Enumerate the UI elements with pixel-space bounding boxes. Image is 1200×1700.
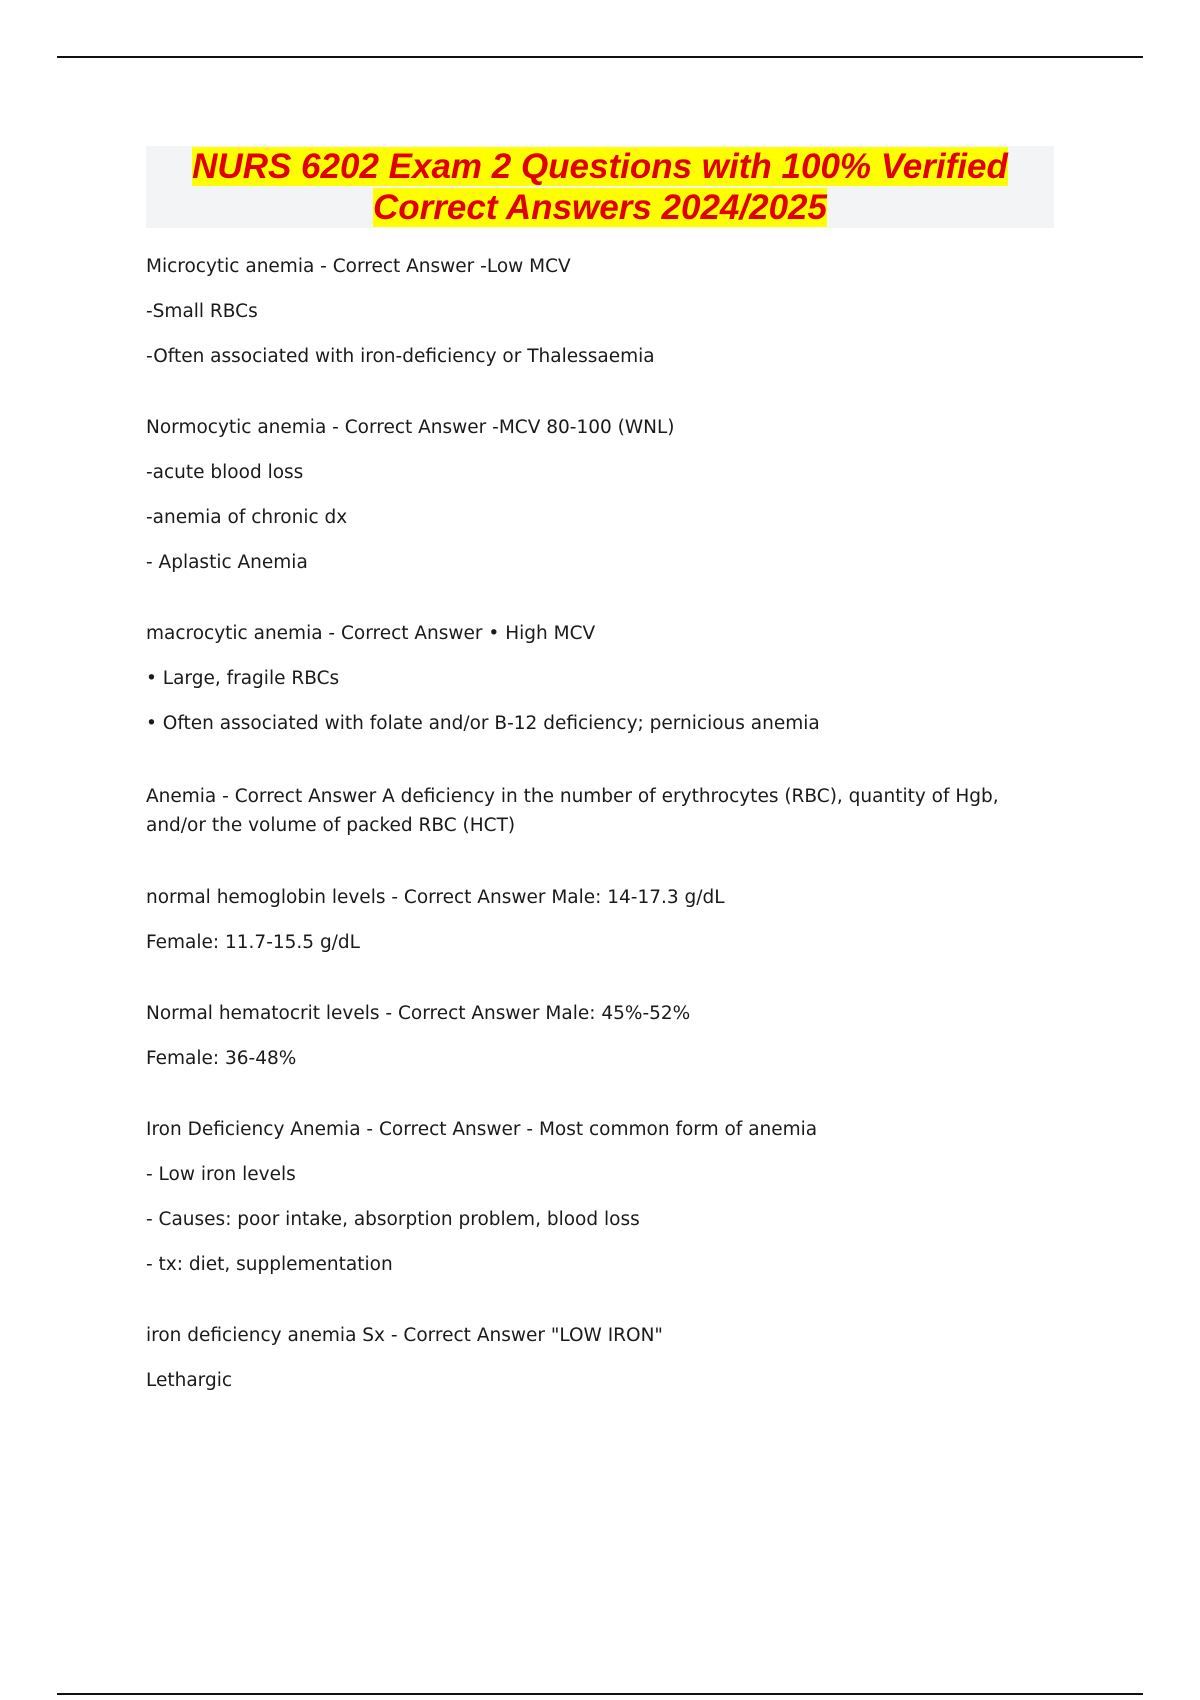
qa-line: -acute blood loss	[146, 462, 304, 483]
qa-line: Microcytic anemia - Correct Answer -Low MCV	[146, 256, 571, 277]
qa-entry	[146, 782, 1046, 840]
qa-list	[146, 254, 1046, 1439]
title-line-1: NURS 6202 Exam 2 Questions with 100% Verified	[192, 147, 1008, 186]
qa-line: - tx: diet, supplementation	[146, 1254, 393, 1275]
qa-line: Anemia - Correct Answer A deficiency in the number of erythrocytes (RBC), quantity of Hgb, and/or the volume of packed RBC (HCT)	[146, 786, 999, 836]
qa-line: Normocytic anemia - Correct Answer -MCV 80-100 (WNL)	[146, 417, 675, 438]
qa-line: -Small RBCs	[146, 301, 258, 322]
qa-line: -Often associated with iron-deficiency or Thalessaemia	[146, 346, 655, 367]
title-line-2: Correct Answers 2024/2025	[373, 188, 827, 227]
document-title	[146, 146, 1054, 228]
qa-line: - Low iron levels	[146, 1164, 296, 1185]
bottom-rule	[57, 1693, 1143, 1695]
qa-entry	[146, 1117, 1046, 1278]
qa-entry	[146, 415, 1046, 576]
qa-line: Normal hematocrit levels - Correct Answer Male: 45%-52%	[146, 1003, 691, 1024]
top-rule	[57, 56, 1143, 58]
qa-entry	[146, 1001, 1046, 1072]
qa-entry	[146, 621, 1046, 737]
qa-line: normal hemoglobin levels - Correct Answer Male: 14-17.3 g/dL	[146, 887, 725, 908]
qa-line: Lethargic	[146, 1370, 233, 1391]
qa-line: Iron Deficiency Anemia - Correct Answer - Most common form of anemia	[146, 1119, 818, 1140]
qa-line: Female: 11.7-15.5 g/dL	[146, 932, 360, 953]
qa-entry	[146, 254, 1046, 370]
qa-line: Female: 36-48%	[146, 1048, 297, 1069]
qa-line: macrocytic anemia - Correct Answer • High MCV	[146, 623, 596, 644]
qa-line: - Aplastic Anemia	[146, 552, 308, 573]
qa-entry	[146, 885, 1046, 956]
qa-line: • Large, fragile RBCs	[146, 668, 340, 689]
qa-entry	[146, 1323, 1046, 1394]
qa-line: - Causes: poor intake, absorption problem, blood loss	[146, 1209, 640, 1230]
qa-line: iron deficiency anemia Sx - Correct Answer "LOW IRON"	[146, 1325, 663, 1346]
qa-line: -anemia of chronic dx	[146, 507, 348, 528]
qa-line: • Often associated with folate and/or B-12 deficiency; pernicious anemia	[146, 713, 820, 734]
